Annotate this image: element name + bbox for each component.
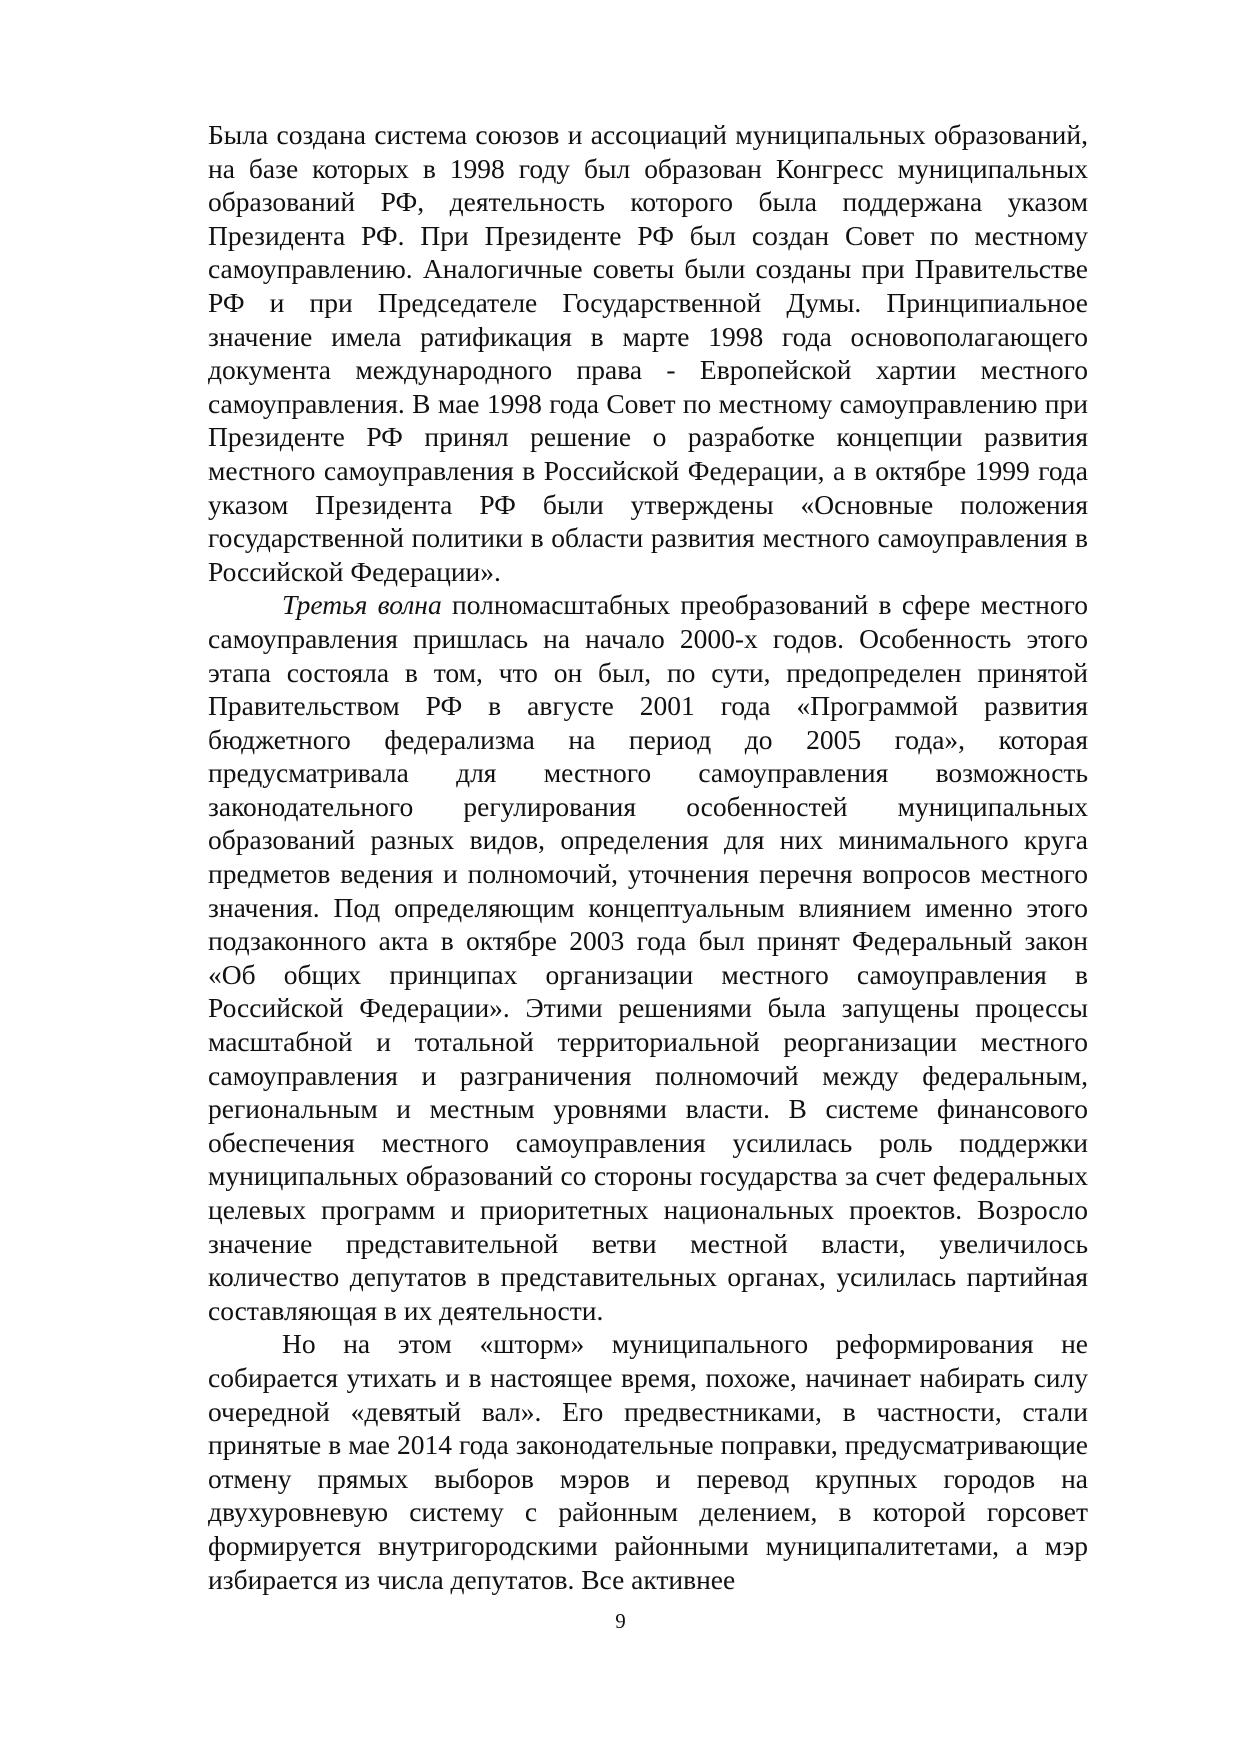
paragraph-1 — [208, 118, 1088, 588]
paragraph-1-text: Была создана система союзов и ассоциаций муниципальных образований, на базе которых в 1998 году был образован Конгресс муниципальных образований РФ, деятельность которого была поддержана указом Президента РФ. При Президенте РФ был создан Совет по местному самоуправлению. Аналогичные советы были созданы при Правительстве РФ и при Председателе Государственной Думы. Принципиальное значение имела ратификация в марте 1998 года основополагающего документа международного права - Европейской хартии местного самоуправления. В мае 1998 года Совет по местному самоуправлению при Президенте РФ принял решение о разработке концепции развития местного самоуправления в Российской Федерации, а в октябре 1999 года указом Президента РФ были утверждены «Основные положения государственной политики в области развития местного самоуправления в Российской Федерации». — [208, 119, 1088, 587]
paragraph-2 — [208, 588, 1088, 1327]
page-number: 9 — [615, 1609, 626, 1633]
body-text — [208, 118, 1088, 1596]
paragraph-3-text: Но на этом «шторм» муниципального реформирования не собирается утихать и в настоящее время, похоже, начинает набирать силу очередной «девятый вал». Его предвестниками, в частности, стали принятые в мае 2014 года законодательные поправки, предусматривающие отмену прямых выборов мэров и перевод крупных городов на двухуровневую систему с районным делением, в которой горсовет формируется внутригородскими районными муниципалитетами, а мэр избирается из числа депутатов. Все активнее — [208, 1328, 1088, 1595]
paragraph-2-italic-lead: Третья волна — [282, 589, 442, 621]
paragraph-2-text: полномасштабных преобразований в сфере местного самоуправления пришлась на начало 2000-х годов. Особенность этого этапа состояла в том, что он был, по сути, предопределен принятой Правительством РФ в августе 2001 года «Программой развития бюджетного федерализма на период до 2005 года», которая предусматривала для местного самоуправления возможность законодательного регулирования особенностей муниципальных образований разных видов, определения для них минимального круга предметов ведения и полномочий, уточнения перечня вопросов местного значения. Под определяющим концептуальным влиянием именно этого подзаконного акта в октябре 2003 года был принят Федеральный закон «Об общих принципах организации местного самоуправления в Российской Федерации». Этими решениями была запущены процессы масштабной и тотальной территориальной реорганизации местного самоуправления и разграничения полномочий между федеральным, региональным и местным уровнями власти. В системе финансового обеспечения местного самоуправления усилилась роль поддержки муниципальных образований со стороны государства за счет федеральных целевых программ и приоритетных национальных проектов. Возросло значение представительной ветви местной власти, увеличилось количество депутатов в представительных органах, усилилась партийная составляющая в их деятельности. — [208, 589, 1088, 1326]
paragraph-3 — [208, 1327, 1088, 1596]
